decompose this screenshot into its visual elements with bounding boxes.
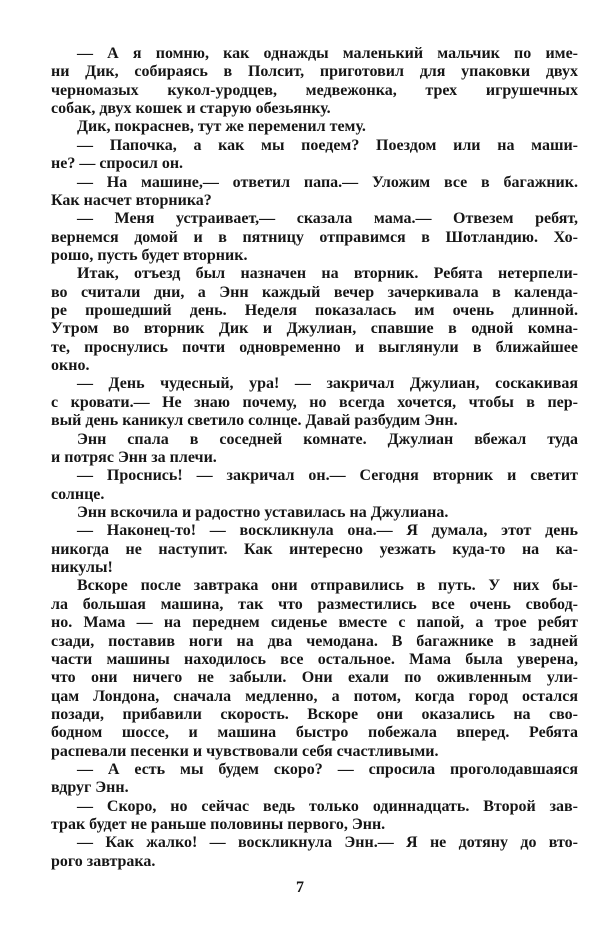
text-line: распевали песенки и чувствовали себя счастливыми. xyxy=(51,742,439,760)
text-line: никогда не наступит. Как интересно уезжать куда-то на ка- xyxy=(51,540,578,558)
text-line: — Проснись! — закричал он.— Сегодня вторник и светит xyxy=(77,467,578,485)
text-line: ла большая машина, так что разместились все очень свобод- xyxy=(51,595,578,613)
text-line: ни Дик, собираясь в Полсит, приготовил для упаковки двух xyxy=(51,63,578,81)
text-line: — День чудесный, ура! — закричал Джулиан, соскакивая xyxy=(77,375,578,393)
text-line: вернемся домой и в пятницу отправимся в Шотландию. Хо- xyxy=(51,228,578,246)
text-line: рошо, пусть будет вторник. xyxy=(51,246,248,264)
text-line: — Скоро, но сейчас ведь только одиннадцать. Второй зав- xyxy=(77,797,578,815)
text-line: — А есть мы будем скоро? — спросила проголодавшаяся xyxy=(77,761,578,779)
text-line: трак будет не раньше половины первого, Энн. xyxy=(51,816,386,834)
text-line: не? — спросил он. xyxy=(51,155,184,173)
text-line: те, проснулись почти одновременно и выглянули в ближайшее xyxy=(51,338,578,356)
text-line: во считали дни, а Энн каждый вечер зачеркивала в календа- xyxy=(51,283,578,301)
text-line: — Наконец-то! — воскликнула она.— Я думала, этот день xyxy=(77,522,578,540)
text-line: черномазых кукол-уродцев, медвежонка, трех игрушечных xyxy=(51,81,578,99)
text-line: что они ничего не забыли. Они ехали по оживленным ули- xyxy=(51,669,578,687)
text-line: цам Лондона, сначала медленно, а потом, когда город остался xyxy=(51,687,578,705)
text-line: ре прошедший день. Неделя показалась им очень длинной. xyxy=(51,302,578,320)
text-line: рого завтрака. xyxy=(51,852,156,870)
text-line: — На машине,— ответил папа.— Уложим все в багажник. xyxy=(77,173,578,191)
text-line: — А я помню, как однажды маленький мальчик по име- xyxy=(77,45,578,62)
text-line: части машины находилось все остальное. Мама была уверена, xyxy=(51,650,578,668)
text-line: Энн спала в соседней комнате. Джулиан вбежал туда xyxy=(77,430,578,448)
text-line: вый день каникул светило солнце. Давай разбудим Энн. xyxy=(51,412,458,430)
text-line: — Меня устраивает,— сказала мама.— Отвезем ребят, xyxy=(77,210,578,228)
text-line: бодном шоссе, и машина быстро побежала вперед. Ребята xyxy=(51,724,578,742)
text-line: и потряс Энн за плечи. xyxy=(51,448,217,466)
text-line: — Папочка, а как мы поедем? Поездом или на маши- xyxy=(77,136,578,154)
text-line: никулы! xyxy=(51,559,113,577)
text-line: Утром во вторник Дик и Джулиан, спавшие в одной комна- xyxy=(51,320,578,338)
book-page-text xyxy=(51,45,578,871)
text-line: сзади, поставив ноги на два чемодана. В багажнике в задней xyxy=(51,632,578,650)
text-line: солнце. xyxy=(51,485,105,503)
text-line: собак, двух кошек и старую обезьянку. xyxy=(51,100,331,118)
page-number: 7 xyxy=(296,879,304,896)
text-line: Итак, отъезд был назначен на вторник. Ребята нетерпели- xyxy=(77,265,578,283)
text-line: Энн вскочила и радостно уставилась на Джулиана. xyxy=(77,503,449,521)
text-line: позади, прибавили скорость. Вскоре они оказались на сво- xyxy=(51,705,578,723)
text-line: вдруг Энн. xyxy=(51,779,129,797)
text-line: Дик, покраснев, тут же переменил тему. xyxy=(77,118,366,136)
text-line: с кровати.— Не знаю почему, но всегда хочется, чтобы в пер- xyxy=(51,393,578,411)
text-line: окно. xyxy=(51,357,90,375)
text-line: — Как жалко! — воскликнула Энн.— Я не дотяну до вто- xyxy=(77,834,578,852)
text-line: но. Мама — на переднем сиденье вместе с папой, а трое ребят xyxy=(51,614,578,632)
text-line: Как насчет вторника? xyxy=(51,191,212,209)
text-line: Вскоре после завтрака они отправились в путь. У них бы- xyxy=(77,577,578,595)
